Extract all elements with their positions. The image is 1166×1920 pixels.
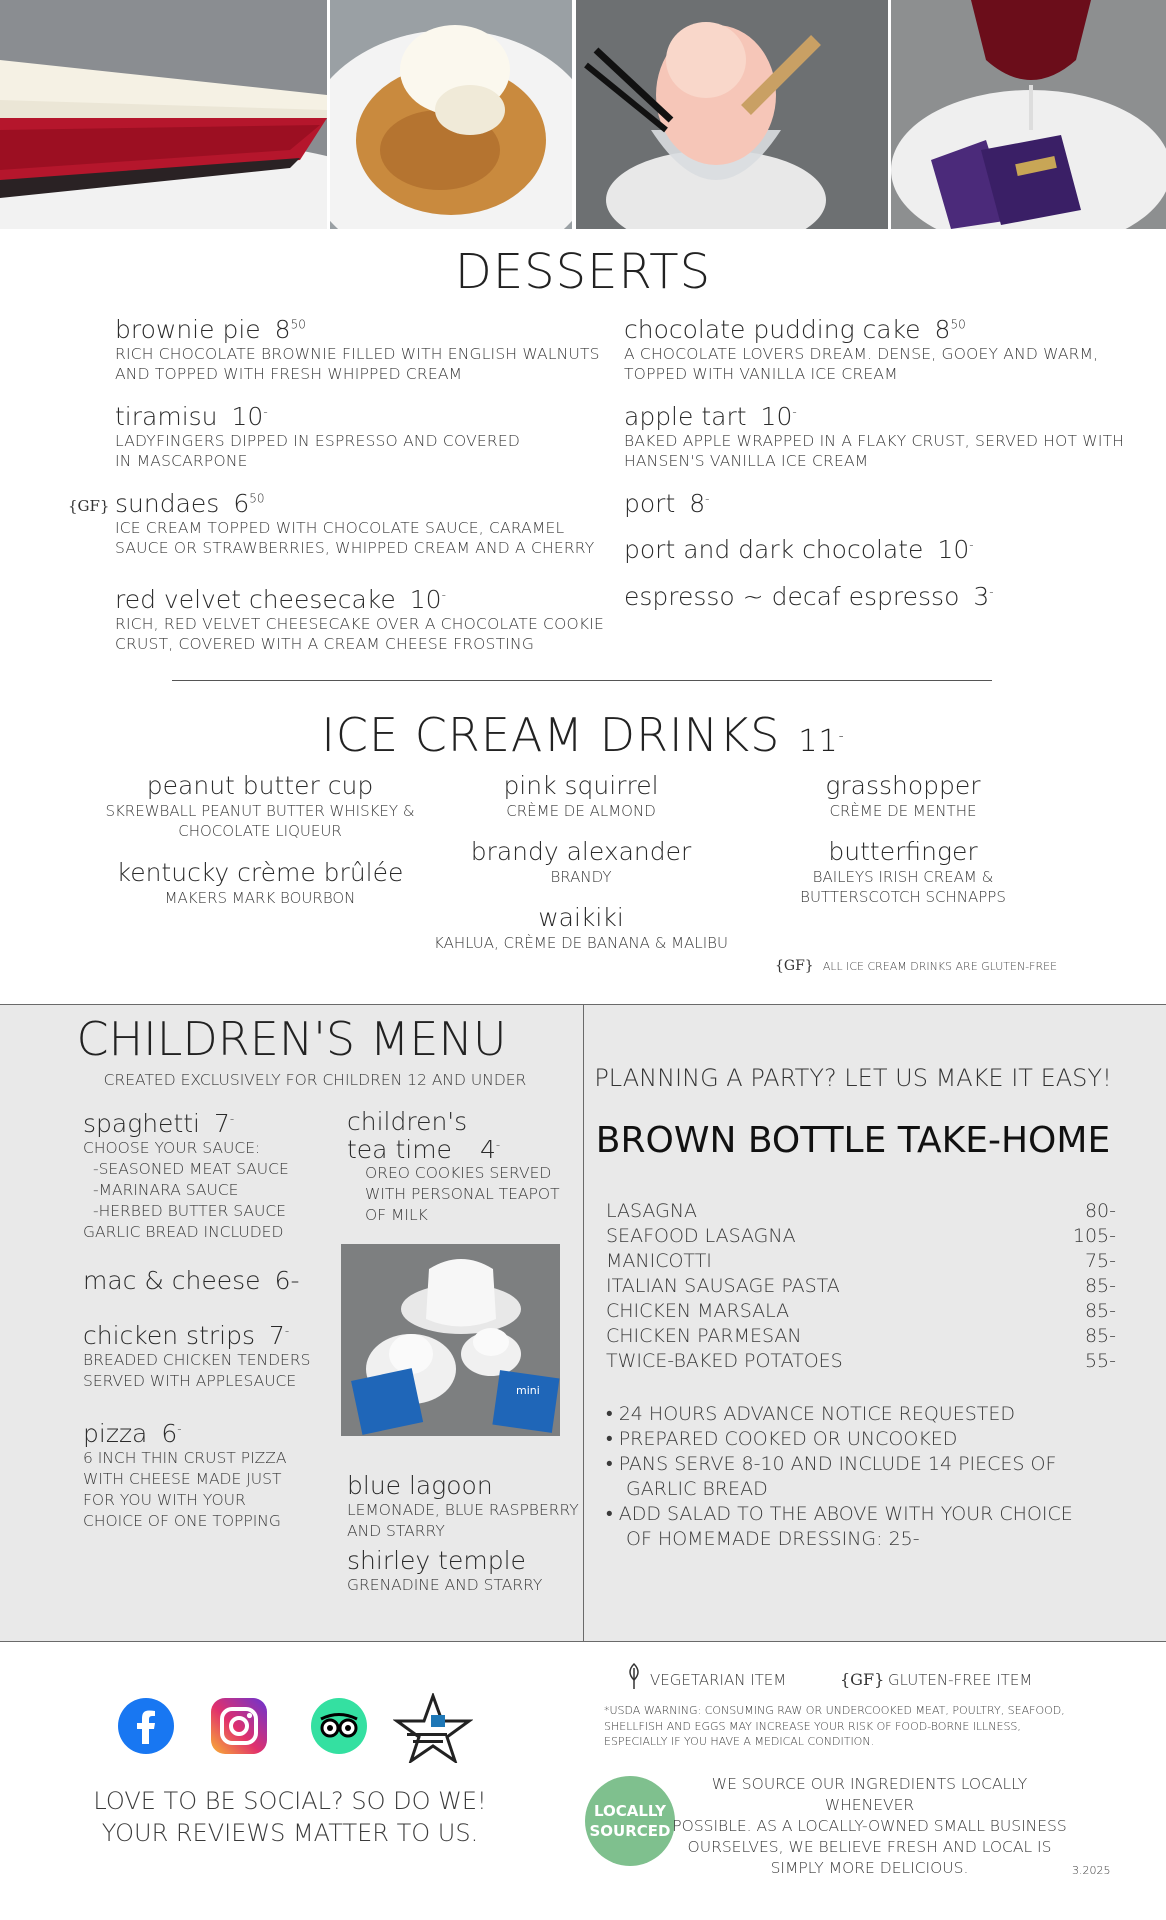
drink-desc: MAKERS MARK BOURBON: [164, 888, 356, 907]
kids-item-name: mac & cheese: [83, 1266, 261, 1295]
takehome-kicker: PLANNING A PARTY? LET US MAKE IT EASY!: [594, 1064, 1112, 1092]
takehome-row: [606, 1300, 1116, 1325]
dessert-price: 3-: [973, 582, 994, 611]
kids-item-name: tea time: [347, 1134, 452, 1164]
kids-item-desc: GARLIC BREAD INCLUDED: [83, 1222, 284, 1241]
drinks-gf-note: [775, 955, 1057, 974]
dessert-name: port and dark chocolate: [624, 535, 924, 564]
gf-tag: {GF}: [68, 497, 110, 515]
ice-cream-drinks-title: ICE CREAM DRINKS 11-: [321, 708, 845, 762]
kids-item-price: 6-: [274, 1266, 300, 1295]
dessert-port-and-dark-chocolate: [624, 536, 974, 564]
dessert-name: tiramisu: [115, 402, 218, 431]
kids-item-name: shirley temple: [347, 1546, 526, 1575]
dessert-desc: BAKED APPLE WRAPPED IN A FLAKY CRUST, SERVED HOT WITH: [624, 431, 1125, 450]
kids-item-desc: LEMONADE, BLUE RASPBERRY: [347, 1500, 579, 1519]
drink-waikiki: [420, 904, 742, 953]
drink-pink-squirrel: [420, 772, 742, 821]
usda-warning-line: *USDA WARNING: CONSUMING RAW OR UNDERCOOKED MEAT, POULTRY, SEAFOOD,: [604, 1704, 1065, 1717]
gf-note-text: ALL ICE CREAM DRINKS ARE GLUTEN-FREE: [822, 960, 1058, 973]
gf-tag: {GF}: [775, 958, 814, 974]
red-velvet-cheesecake-photo: [0, 0, 327, 229]
takehome-row: [606, 1325, 1116, 1350]
takehome-item: ITALIAN SAUSAGE PASTA: [606, 1275, 840, 1297]
takehome-row: [606, 1350, 1116, 1375]
drink-name: waikiki: [538, 903, 624, 932]
kids-item-desc: FOR YOU WITH YOUR: [83, 1490, 246, 1509]
drink-name: peanut butter cup: [146, 771, 374, 800]
dessert-desc: A CHOCOLATE LOVERS DREAM. DENSE, GOOEY AND WARM,: [624, 344, 1099, 363]
kids-item-name: blue lagoon: [347, 1471, 493, 1500]
local-note-line: POSSIBLE. AS A LOCALLY-OWNED SMALL BUSINESS: [672, 1817, 1067, 1835]
takehome-price: 105-: [1072, 1225, 1116, 1247]
kids-item-price: 6-: [161, 1419, 182, 1448]
vegetarian-legend: [625, 1662, 643, 1694]
drink-desc: CHOCOLATE LIQUEUR: [178, 821, 342, 840]
takehome-title: BROWN BOTTLE TAKE-HOME: [595, 1120, 1111, 1161]
dessert-price: $8^{50}$: [934, 315, 966, 344]
drink-brandy-alexander: [420, 838, 742, 887]
kids-item-name: spaghetti: [83, 1109, 200, 1138]
dessert-price: 10-: [937, 535, 974, 564]
social-tagline-line: LOVE TO BE SOCIAL? SO DO WE!: [93, 1787, 487, 1815]
takehome-item: LASAGNA: [606, 1200, 698, 1222]
local-sourcing-note: [672, 1774, 1067, 1879]
badge-line: LOCALLY: [593, 1802, 667, 1820]
kids-item-desc: 6 INCH THIN CRUST PIZZA: [83, 1448, 287, 1467]
dessert-price: $6^{50}$: [233, 489, 265, 518]
social-tagline: [50, 1785, 530, 1849]
gluten-free-label: GLUTEN-FREE ITEM: [888, 1671, 1033, 1689]
tripadvisor-icon[interactable]: [311, 1698, 367, 1754]
menu-version: 3.2025: [1072, 1864, 1111, 1877]
dessert-tiramisu: [115, 403, 520, 471]
takehome-item: CHICKEN PARMESAN: [606, 1325, 802, 1347]
takehome-price: 85-: [1084, 1275, 1116, 1297]
kids-item-desc: BREADED CHICKEN TENDERS: [83, 1350, 311, 1369]
dessert-red-velvet-cheesecake: [115, 586, 604, 654]
drink-desc: CRÈME DE MENTHE: [829, 801, 977, 820]
dessert-price: 10-: [231, 402, 268, 431]
oreo-mini-wordmark: mini: [516, 1384, 540, 1397]
takehome-note: • PANS SERVE 8-10 AND INCLUDE 14 PIECES OF: [606, 1453, 1057, 1475]
drink-grasshopper: [742, 772, 1064, 821]
kids-blue-lagoon: [347, 1472, 579, 1542]
local-note-line: OURSELVES, WE BELIEVE FRESH AND LOCAL IS: [687, 1838, 1052, 1856]
drink-desc: CRÈME DE ALMOND: [506, 801, 656, 820]
takehome-note: • PREPARED COOKED OR UNCOOKED: [606, 1428, 958, 1450]
kids-item-desc: -MARINARA SAUCE: [93, 1180, 239, 1199]
dessert-espresso: [624, 583, 994, 611]
dessert-name: apple tart: [624, 402, 747, 431]
dessert-price: 8-: [689, 489, 710, 518]
kids-item-desc: CHOICE OF ONE TOPPING: [83, 1511, 281, 1530]
local-note-line: WE SOURCE OUR INGREDIENTS LOCALLY WHENEVER: [711, 1775, 1028, 1814]
social-tagline-line: YOUR REVIEWS MATTER TO US.: [101, 1819, 479, 1847]
usda-warning-line: SHELLFISH AND EGGS MAY INCREASE YOUR RISK OF FOOD-BORNE ILLNESS,: [604, 1719, 1021, 1733]
dessert-desc: HANSEN'S VANILLA ICE CREAM: [624, 451, 869, 470]
kids-item-desc: OREO COOKIES SERVED: [365, 1164, 552, 1182]
kids-item-desc: WITH CHEESE MADE JUST: [83, 1469, 282, 1488]
drink-name: pink squirrel: [503, 771, 659, 800]
kids-item-price: 4-: [479, 1134, 501, 1164]
drink-desc: SKREWBALL PEANUT BUTTER WHISKEY &: [105, 801, 415, 820]
kids-item-name: children's: [347, 1107, 468, 1136]
desserts-title: DESSERTS: [454, 244, 712, 300]
takehome-note: • 24 HOURS ADVANCE NOTICE REQUESTED: [606, 1403, 1016, 1425]
panel-divider: [583, 1004, 584, 1642]
takehome-item: SEAFOOD LASAGNA: [606, 1225, 796, 1247]
apple-tart-photo: [330, 0, 572, 229]
vegetarian-label: VEGETARIAN ITEM: [650, 1671, 787, 1689]
kids-tea-time: [347, 1108, 560, 1226]
drink-desc: BAILEYS IRISH CREAM &: [812, 867, 994, 886]
drink-name: butterfinger: [828, 837, 978, 866]
dessert-desc: IN MASCARPONE: [115, 451, 248, 470]
childrens-menu-subtitle: CREATED EXCLUSIVELY FOR CHILDREN 12 AND UNDER: [103, 1071, 527, 1089]
childrens-menu-title: CHILDREN'S MENU: [76, 1012, 507, 1066]
kids-item-price: 7-: [214, 1109, 235, 1138]
vegetarian-leaf-icon: [625, 1662, 643, 1690]
dessert-price: 10-: [409, 585, 446, 614]
takehome-note: • ADD SALAD TO THE ABOVE WITH YOUR CHOICE: [606, 1503, 1073, 1525]
kids-pizza: [83, 1420, 287, 1532]
dessert-desc: CRUST, COVERED WITH A CREAM CHEESE FROSTING: [115, 634, 535, 653]
kids-item-desc: OF MILK: [365, 1206, 428, 1224]
takehome-row: [606, 1275, 1116, 1300]
dessert-sundaes: [115, 490, 594, 558]
kids-spaghetti: [83, 1110, 289, 1243]
kids-chicken-strips: [83, 1322, 310, 1392]
kids-item-price: 7-: [269, 1321, 290, 1350]
dessert-price: 10-: [760, 402, 797, 431]
takehome-item: MANICOTTI: [606, 1250, 712, 1272]
best-of-award-star-icon: [393, 1693, 473, 1763]
kids-item-desc: SERVED WITH APPLESAUCE: [83, 1371, 297, 1390]
dessert-desc: TOPPED WITH VANILLA ICE CREAM: [624, 364, 898, 383]
port-and-chocolate-photo: [891, 0, 1166, 229]
dessert-desc: RICH, RED VELVET CHEESECAKE OVER A CHOCOLATE COOKIE: [115, 614, 605, 633]
takehome-note: GARLIC BREAD: [626, 1478, 768, 1500]
kids-mac-and-cheese: [83, 1267, 300, 1295]
takehome-note: OF HOMEMADE DRESSING: 25-: [626, 1528, 920, 1550]
drink-name: grasshopper: [825, 771, 981, 800]
drink-name: kentucky crème brûlée: [116, 858, 404, 887]
kids-item-desc: -SEASONED MEAT SAUCE: [93, 1159, 289, 1178]
facebook-icon[interactable]: [118, 1698, 174, 1754]
kids-shirley-temple: [347, 1547, 542, 1596]
usda-warning: [604, 1703, 1065, 1750]
badge-line: SOURCED: [589, 1822, 671, 1840]
dessert-name: sundaes: [115, 489, 220, 518]
takehome-price: 55-: [1084, 1350, 1116, 1372]
drink-peanut-butter-cup: [100, 772, 420, 841]
dessert-desc: LADYFINGERS DIPPED IN ESPRESSO AND COVERED: [115, 431, 520, 450]
kids-item-desc: CHOOSE YOUR SAUCE:: [83, 1138, 261, 1157]
dessert-name: brownie pie: [115, 315, 261, 344]
takehome-price: 75-: [1084, 1250, 1116, 1272]
drink-desc: BUTTERSCOTCH SCHNAPPS: [800, 887, 1006, 906]
takehome-row: [606, 1250, 1116, 1275]
local-note-line: SIMPLY MORE DELICIOUS.: [770, 1859, 969, 1877]
dessert-chocolate-pudding-cake: [624, 316, 1098, 384]
kids-item-desc: -HERBED BUTTER SAUCE: [93, 1201, 286, 1220]
dessert-desc: AND TOPPED WITH FRESH WHIPPED CREAM: [115, 364, 463, 383]
takehome-item: TWICE-BAKED POTATOES: [606, 1350, 843, 1372]
takehome-price: 85-: [1084, 1325, 1116, 1347]
dessert-name: port: [624, 489, 676, 518]
drink-kentucky-creme-brulee: [100, 859, 420, 908]
drink-desc: KAHLUA, CRÈME DE BANANA & MALIBU: [434, 933, 728, 952]
takehome-price: 80-: [1084, 1200, 1116, 1222]
takehome-item: CHICKEN MARSALA: [606, 1300, 790, 1322]
dessert-port: [624, 490, 710, 518]
dessert-name: chocolate pudding cake: [624, 315, 921, 344]
kids-item-name: pizza: [83, 1419, 148, 1448]
dessert-desc: SAUCE OR STRAWBERRIES, WHIPPED CREAM AND A CHERRY: [115, 538, 595, 557]
locally-sourced-badge: [585, 1776, 675, 1866]
drink-butterfinger: [742, 838, 1064, 907]
drink-desc: BRANDY: [550, 867, 612, 886]
dessert-desc: ICE CREAM TOPPED WITH CHOCOLATE SAUCE, CARAMEL: [115, 518, 565, 537]
usda-warning-line: ESPECIALLY IF YOU HAVE A MEDICAL CONDITION.: [604, 1735, 875, 1748]
dessert-apple-tart: [624, 403, 1124, 471]
ice-cream-sundae-photo: [576, 0, 888, 229]
section-divider: [172, 680, 992, 681]
dessert-price: $8^{50}$: [274, 315, 306, 344]
instagram-icon[interactable]: [211, 1698, 267, 1754]
dessert-brownie-pie: [115, 316, 600, 384]
takehome-row: [606, 1225, 1116, 1250]
kids-item-name: chicken strips: [83, 1321, 255, 1350]
kids-item-desc: WITH PERSONAL TEAPOT: [365, 1185, 560, 1203]
kids-item-desc: AND STARRY: [347, 1521, 445, 1540]
kids-item-desc: GRENADINE AND STARRY: [347, 1575, 543, 1594]
dessert-name: red velvet cheesecake: [115, 585, 396, 614]
takehome-row: [606, 1200, 1116, 1225]
tea-set-photo: [341, 1244, 560, 1436]
dessert-desc: RICH CHOCOLATE BROWNIE FILLED WITH ENGLISH WALNUTS: [115, 344, 600, 363]
dessert-name: espresso ~ decaf espresso: [624, 582, 960, 611]
gf-tag: {GF}: [840, 1670, 885, 1689]
drink-name: brandy alexander: [470, 837, 692, 866]
takehome-price: 85-: [1084, 1300, 1116, 1322]
